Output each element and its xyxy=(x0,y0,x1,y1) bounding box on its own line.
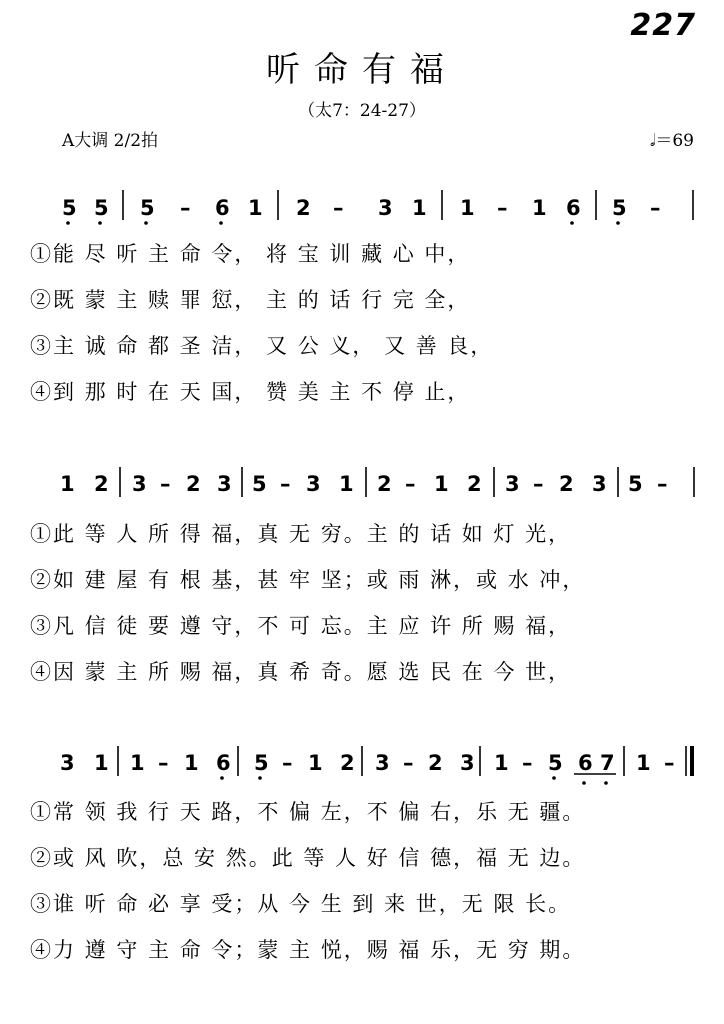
dash: – xyxy=(533,472,544,496)
lyric-line: ③凡 信 徒 要 遵 守，不 可 忘。主 应 许 所 赐 福， xyxy=(30,614,572,638)
scripture-reference: （太7：24-27） xyxy=(298,101,426,121)
note: 5 xyxy=(140,196,155,220)
note: 1 xyxy=(248,196,263,220)
hymn-title: 听命有福 xyxy=(266,50,458,90)
low-octave-dot xyxy=(66,221,70,225)
note: 3 xyxy=(592,472,607,496)
note: 2 xyxy=(296,196,311,220)
dash: – xyxy=(405,472,416,496)
lyric-line: ①常 领 我 行 天 路，不 偏 左，不 偏 右，乐 无 疆。 xyxy=(30,800,586,824)
dash: – xyxy=(650,196,661,220)
note: 3 xyxy=(505,472,520,496)
dash: – xyxy=(280,472,291,496)
lyric-line: ①能 尽 听 主 命 令， 将 宝 训 藏 心 中， xyxy=(30,242,471,266)
dash: – xyxy=(158,751,169,775)
note: 2 xyxy=(340,751,355,775)
note: 3 xyxy=(375,751,390,775)
low-octave-dot xyxy=(604,781,608,785)
note: 2 xyxy=(467,472,482,496)
lyric-line: ②或 风 吹，总 安 然。此 等 人 好 信 德，福 无 边。 xyxy=(30,846,586,870)
note: 3 xyxy=(306,472,321,496)
low-octave-dot xyxy=(98,221,102,225)
note: 3 xyxy=(378,196,393,220)
note: 2 xyxy=(559,472,574,496)
low-octave-dot xyxy=(616,221,620,225)
low-octave-dot xyxy=(220,776,224,780)
low-octave-dot xyxy=(258,776,262,780)
low-octave-dot xyxy=(552,776,556,780)
dash: – xyxy=(664,751,675,775)
note: 7 xyxy=(600,751,615,775)
note: 6 xyxy=(566,196,581,220)
note: 6 xyxy=(216,751,231,775)
note: 3 xyxy=(460,751,475,775)
note: 1 xyxy=(412,196,427,220)
lyric-line: ③主 诚 命 都 圣 洁， 又 公 义， 又 善 良， xyxy=(30,334,494,358)
dash: – xyxy=(497,196,508,220)
dash: – xyxy=(522,751,533,775)
note: 1 xyxy=(94,751,109,775)
note: 5 xyxy=(612,196,627,220)
lyric-line: ②如 建 屋 有 根 基，甚 牢 坚；或 雨 淋，或 水 冲， xyxy=(30,568,586,592)
note: 5 xyxy=(548,751,563,775)
low-octave-dot xyxy=(582,781,586,785)
lyric-line: ④力 遵 守 主 命 令；蒙 主 悦，赐 福 乐，无 穷 期。 xyxy=(30,938,586,962)
lyric-line: ④因 蒙 主 所 赐 福，真 希 奇。愿 选 民 在 今 世， xyxy=(30,660,572,684)
dash: – xyxy=(282,751,293,775)
note: 1 xyxy=(532,196,547,220)
note: 1 xyxy=(60,472,75,496)
note: 6 xyxy=(578,751,593,775)
note: 1 xyxy=(494,751,509,775)
note: 5 xyxy=(628,472,643,496)
lyric-line: ③谁 听 命 必 享 受；从 今 生 到 来 世，无 限 长。 xyxy=(30,892,572,916)
low-octave-dot xyxy=(219,221,223,225)
note: 1 xyxy=(460,196,475,220)
notation-line-3 xyxy=(60,746,692,785)
note: 1 xyxy=(308,751,323,775)
note: 1 xyxy=(339,472,354,496)
note: 1 xyxy=(636,751,651,775)
dash: – xyxy=(333,196,344,220)
note: 5 xyxy=(62,196,77,220)
note: 1 xyxy=(130,751,145,775)
note: 5 xyxy=(254,751,269,775)
dash: – xyxy=(657,472,668,496)
lyric-line: ④到 那 时 在 天 国， 赞 美 主 不 停 止， xyxy=(30,380,471,404)
note: 5 xyxy=(94,196,109,220)
note: 5 xyxy=(252,472,267,496)
note: 6 xyxy=(215,196,230,220)
dash: – xyxy=(180,196,191,220)
tempo-marking: 𝅗𝅥＝69 xyxy=(649,131,694,151)
note: 1 xyxy=(184,751,199,775)
note: 3 xyxy=(60,751,75,775)
key-and-time-signature: A大调 2/2拍 xyxy=(62,131,159,151)
low-octave-dot xyxy=(144,221,148,225)
note: 3 xyxy=(132,472,147,496)
notation-line-1 xyxy=(62,190,693,225)
note: 2 xyxy=(186,472,201,496)
page-number: 227 xyxy=(630,8,696,43)
lyric-line: ①此 等 人 所 得 福，真 无 穷。主 的 话 如 灯 光， xyxy=(30,522,572,546)
note: 2 xyxy=(428,751,443,775)
lyric-line: ②既 蒙 主 赎 罪 愆， 主 的 话 行 完 全， xyxy=(30,288,471,312)
dash: – xyxy=(403,751,414,775)
note: 2 xyxy=(377,472,392,496)
note: 3 xyxy=(217,472,232,496)
note: 2 xyxy=(94,472,109,496)
low-octave-dot xyxy=(570,221,574,225)
dash: – xyxy=(160,472,171,496)
notation-line-2 xyxy=(60,467,694,497)
note: 1 xyxy=(434,472,449,496)
